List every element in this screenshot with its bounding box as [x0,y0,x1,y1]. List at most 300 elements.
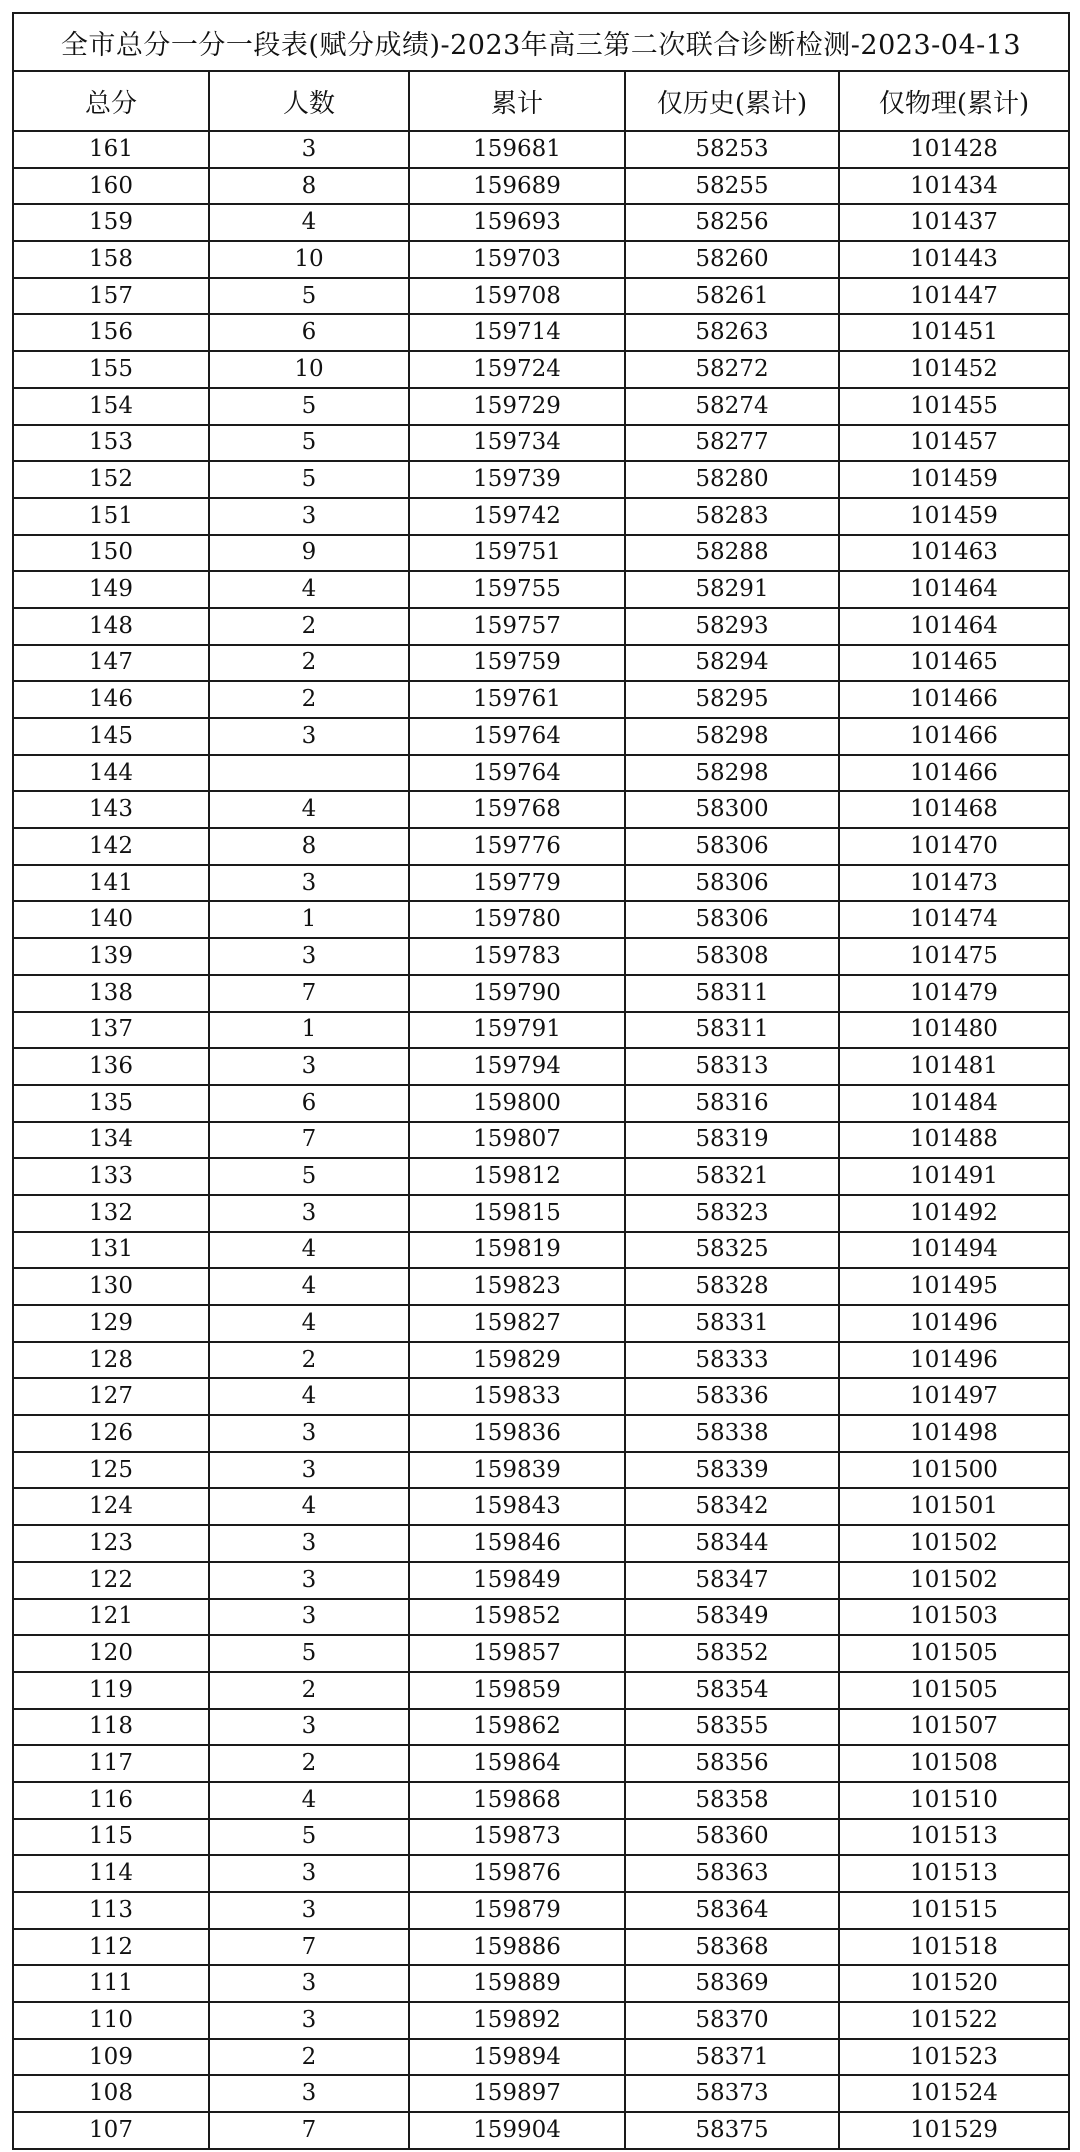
table-row [13,131,1069,168]
cell-physics-cumulative: 101510 [839,1782,1069,1819]
cell-count: 3 [209,1452,409,1489]
table-row [13,828,1069,865]
table-row [13,1268,1069,1305]
cell-count: 8 [209,828,409,865]
column-header-cumulative: 累计 [409,71,625,131]
table-row [13,1012,1069,1049]
cell-history-cumulative: 58280 [625,461,839,498]
cell-physics-cumulative: 101481 [839,1048,1069,1085]
cell-total-score: 132 [13,1195,209,1232]
table-row [13,1378,1069,1415]
cell-history-cumulative: 58344 [625,1525,839,1562]
cell-physics-cumulative: 101465 [839,645,1069,682]
cell-cumulative: 159734 [409,425,625,462]
cell-count: 3 [209,1892,409,1929]
table-row [13,755,1069,792]
cell-total-score: 127 [13,1378,209,1415]
cell-physics-cumulative: 101497 [839,1378,1069,1415]
table-row [13,1782,1069,1819]
score-table [12,12,1070,2150]
cell-history-cumulative: 58308 [625,938,839,975]
cell-physics-cumulative: 101451 [839,314,1069,351]
cell-history-cumulative: 58325 [625,1232,839,1269]
cell-physics-cumulative: 101496 [839,1305,1069,1342]
cell-physics-cumulative: 101529 [839,2112,1069,2149]
cell-history-cumulative: 58331 [625,1305,839,1342]
cell-cumulative: 159703 [409,241,625,278]
cell-cumulative: 159794 [409,1048,625,1085]
cell-total-score: 113 [13,1892,209,1929]
table-row [13,1709,1069,1746]
cell-physics-cumulative: 101479 [839,975,1069,1012]
cell-history-cumulative: 58283 [625,498,839,535]
table-row [13,901,1069,938]
cell-history-cumulative: 58368 [625,1929,839,1966]
cell-cumulative: 159812 [409,1158,625,1195]
cell-history-cumulative: 58256 [625,204,839,241]
cell-total-score: 150 [13,535,209,572]
cell-count: 4 [209,791,409,828]
cell-history-cumulative: 58356 [625,1745,839,1782]
cell-cumulative: 159768 [409,791,625,828]
cell-count: 9 [209,535,409,572]
table-row [13,975,1069,1012]
cell-total-score: 161 [13,131,209,168]
cell-physics-cumulative: 101496 [839,1342,1069,1379]
cell-cumulative: 159783 [409,938,625,975]
cell-count: 2 [209,1342,409,1379]
table-row [13,2002,1069,2039]
table-row [13,425,1069,462]
cell-total-score: 149 [13,571,209,608]
cell-history-cumulative: 58349 [625,1599,839,1636]
table-row [13,1085,1069,1122]
column-header-physics-cumulative: 仅物理(累计) [839,71,1069,131]
cell-cumulative: 159714 [409,314,625,351]
cell-physics-cumulative: 101455 [839,388,1069,425]
cell-history-cumulative: 58352 [625,1635,839,1672]
cell-history-cumulative: 58272 [625,351,839,388]
cell-total-score: 122 [13,1562,209,1599]
cell-total-score: 133 [13,1158,209,1195]
table-row [13,1195,1069,1232]
cell-history-cumulative: 58316 [625,1085,839,1122]
table-row [13,681,1069,718]
cell-count: 3 [209,1415,409,1452]
cell-count: 4 [209,1378,409,1415]
cell-cumulative: 159862 [409,1709,625,1746]
cell-total-score: 158 [13,241,209,278]
cell-physics-cumulative: 101520 [839,1965,1069,2002]
cell-history-cumulative: 58311 [625,975,839,1012]
table-row [13,314,1069,351]
cell-cumulative: 159780 [409,901,625,938]
cell-physics-cumulative: 101464 [839,571,1069,608]
cell-total-score: 124 [13,1488,209,1525]
cell-physics-cumulative: 101428 [839,131,1069,168]
cell-history-cumulative: 58369 [625,1965,839,2002]
cell-physics-cumulative: 101443 [839,241,1069,278]
cell-cumulative: 159833 [409,1378,625,1415]
cell-physics-cumulative: 101466 [839,755,1069,792]
table-row [13,1232,1069,1269]
table-row [13,241,1069,278]
cell-physics-cumulative: 101459 [839,461,1069,498]
cell-count: 3 [209,131,409,168]
cell-total-score: 108 [13,2075,209,2112]
cell-count: 2 [209,681,409,718]
cell-physics-cumulative: 101457 [839,425,1069,462]
cell-count: 6 [209,1085,409,1122]
cell-cumulative: 159889 [409,1965,625,2002]
cell-physics-cumulative: 101502 [839,1525,1069,1562]
cell-count: 4 [209,1782,409,1819]
cell-count: 3 [209,938,409,975]
cell-count: 4 [209,571,409,608]
cell-cumulative: 159846 [409,1525,625,1562]
table-row [13,1599,1069,1636]
cell-cumulative: 159689 [409,168,625,205]
cell-total-score: 139 [13,938,209,975]
cell-count: 8 [209,168,409,205]
cell-physics-cumulative: 101522 [839,2002,1069,2039]
table-row [13,1415,1069,1452]
cell-total-score: 125 [13,1452,209,1489]
cell-total-score: 151 [13,498,209,535]
cell-count: 1 [209,1012,409,1049]
cell-cumulative: 159876 [409,1855,625,1892]
column-header-count: 人数 [209,71,409,131]
cell-history-cumulative: 58311 [625,1012,839,1049]
table-row [13,1158,1069,1195]
table-row [13,1855,1069,1892]
cell-total-score: 131 [13,1232,209,1269]
cell-count: 3 [209,1048,409,1085]
cell-history-cumulative: 58355 [625,1709,839,1746]
cell-count: 3 [209,498,409,535]
cell-total-score: 155 [13,351,209,388]
cell-cumulative: 159857 [409,1635,625,1672]
table-row [13,388,1069,425]
cell-count: 5 [209,278,409,315]
cell-physics-cumulative: 101501 [839,1488,1069,1525]
table-row [13,571,1069,608]
cell-total-score: 111 [13,1965,209,2002]
cell-physics-cumulative: 101463 [839,535,1069,572]
table-row [13,168,1069,205]
cell-history-cumulative: 58306 [625,828,839,865]
cell-history-cumulative: 58300 [625,791,839,828]
table-row [13,2075,1069,2112]
cell-history-cumulative: 58298 [625,718,839,755]
cell-physics-cumulative: 101502 [839,1562,1069,1599]
cell-cumulative: 159836 [409,1415,625,1452]
cell-total-score: 148 [13,608,209,645]
cell-history-cumulative: 58306 [625,901,839,938]
cell-count: 2 [209,1745,409,1782]
cell-history-cumulative: 58342 [625,1488,839,1525]
cell-cumulative: 159868 [409,1782,625,1819]
cell-cumulative: 159761 [409,681,625,718]
cell-total-score: 137 [13,1012,209,1049]
cell-cumulative: 159892 [409,2002,625,2039]
cell-history-cumulative: 58294 [625,645,839,682]
table-row [13,1929,1069,1966]
cell-cumulative: 159757 [409,608,625,645]
table-row [13,498,1069,535]
cell-total-score: 126 [13,1415,209,1452]
cell-history-cumulative: 58358 [625,1782,839,1819]
cell-total-score: 136 [13,1048,209,1085]
cell-total-score: 157 [13,278,209,315]
cell-count: 2 [209,645,409,682]
cell-total-score: 109 [13,2039,209,2076]
cell-count: 4 [209,204,409,241]
table-row [13,2112,1069,2149]
cell-count: 5 [209,461,409,498]
table-row [13,1305,1069,1342]
cell-physics-cumulative: 101513 [839,1819,1069,1856]
cell-history-cumulative: 58323 [625,1195,839,1232]
cell-count: 3 [209,2075,409,2112]
cell-physics-cumulative: 101480 [839,1012,1069,1049]
cell-physics-cumulative: 101523 [839,2039,1069,2076]
cell-total-score: 123 [13,1525,209,1562]
column-header-total-score: 总分 [13,71,209,131]
title-row [13,13,1069,71]
cell-physics-cumulative: 101484 [839,1085,1069,1122]
cell-history-cumulative: 58319 [625,1122,839,1159]
table-row [13,278,1069,315]
cell-total-score: 115 [13,1819,209,1856]
cell-physics-cumulative: 101515 [839,1892,1069,1929]
cell-count: 6 [209,314,409,351]
cell-physics-cumulative: 101452 [839,351,1069,388]
cell-history-cumulative: 58313 [625,1048,839,1085]
cell-history-cumulative: 58364 [625,1892,839,1929]
cell-total-score: 138 [13,975,209,1012]
table-row [13,1745,1069,1782]
cell-history-cumulative: 58291 [625,571,839,608]
cell-physics-cumulative: 101466 [839,718,1069,755]
cell-physics-cumulative: 101508 [839,1745,1069,1782]
cell-total-score: 117 [13,1745,209,1782]
cell-cumulative: 159894 [409,2039,625,2076]
cell-physics-cumulative: 101507 [839,1709,1069,1746]
cell-total-score: 145 [13,718,209,755]
cell-cumulative: 159807 [409,1122,625,1159]
cell-cumulative: 159779 [409,865,625,902]
table-row [13,645,1069,682]
cell-count: 3 [209,1525,409,1562]
cell-history-cumulative: 58295 [625,681,839,718]
table-row [13,461,1069,498]
cell-total-score: 152 [13,461,209,498]
cell-cumulative: 159843 [409,1488,625,1525]
cell-history-cumulative: 58333 [625,1342,839,1379]
table-row [13,1635,1069,1672]
cell-total-score: 134 [13,1122,209,1159]
cell-count: 2 [209,2039,409,2076]
cell-total-score: 159 [13,204,209,241]
cell-physics-cumulative: 101505 [839,1635,1069,1672]
table-row [13,535,1069,572]
table-row [13,1525,1069,1562]
cell-total-score: 121 [13,1599,209,1636]
cell-total-score: 119 [13,1672,209,1709]
cell-total-score: 154 [13,388,209,425]
cell-history-cumulative: 58347 [625,1562,839,1599]
cell-cumulative: 159739 [409,461,625,498]
header-row [13,71,1069,131]
cell-cumulative: 159829 [409,1342,625,1379]
cell-total-score: 153 [13,425,209,462]
cell-total-score: 146 [13,681,209,718]
table-row [13,1965,1069,2002]
cell-cumulative: 159859 [409,1672,625,1709]
cell-history-cumulative: 58261 [625,278,839,315]
cell-count: 3 [209,1965,409,2002]
cell-cumulative: 159852 [409,1599,625,1636]
cell-history-cumulative: 58328 [625,1268,839,1305]
cell-count: 5 [209,1819,409,1856]
cell-physics-cumulative: 101488 [839,1122,1069,1159]
table-row [13,351,1069,388]
cell-cumulative: 159864 [409,1745,625,1782]
table-row [13,718,1069,755]
cell-physics-cumulative: 101524 [839,2075,1069,2112]
cell-cumulative: 159776 [409,828,625,865]
cell-count: 3 [209,1599,409,1636]
cell-cumulative: 159879 [409,1892,625,1929]
cell-count: 4 [209,1232,409,1269]
cell-total-score: 144 [13,755,209,792]
table-row [13,1488,1069,1525]
table-row [13,1819,1069,1856]
cell-physics-cumulative: 101494 [839,1232,1069,1269]
table-row [13,1672,1069,1709]
cell-physics-cumulative: 101491 [839,1158,1069,1195]
cell-physics-cumulative: 101464 [839,608,1069,645]
cell-count: 7 [209,975,409,1012]
cell-history-cumulative: 58375 [625,2112,839,2149]
cell-total-score: 107 [13,2112,209,2149]
cell-count: 10 [209,351,409,388]
cell-cumulative: 159819 [409,1232,625,1269]
cell-history-cumulative: 58306 [625,865,839,902]
table-row [13,1048,1069,1085]
cell-cumulative: 159873 [409,1819,625,1856]
cell-history-cumulative: 58363 [625,1855,839,1892]
cell-cumulative: 159849 [409,1562,625,1599]
cell-history-cumulative: 58274 [625,388,839,425]
table-row [13,938,1069,975]
cell-physics-cumulative: 101468 [839,791,1069,828]
cell-physics-cumulative: 101474 [839,901,1069,938]
cell-history-cumulative: 58260 [625,241,839,278]
cell-history-cumulative: 58371 [625,2039,839,2076]
cell-physics-cumulative: 101437 [839,204,1069,241]
cell-count: 5 [209,425,409,462]
cell-history-cumulative: 58253 [625,131,839,168]
cell-physics-cumulative: 101513 [839,1855,1069,1892]
cell-physics-cumulative: 101518 [839,1929,1069,1966]
cell-total-score: 135 [13,1085,209,1122]
table-row [13,1892,1069,1929]
cell-cumulative: 159791 [409,1012,625,1049]
table-row [13,791,1069,828]
cell-count: 2 [209,608,409,645]
cell-physics-cumulative: 101459 [839,498,1069,535]
cell-total-score: 110 [13,2002,209,2039]
cell-history-cumulative: 58263 [625,314,839,351]
table-row [13,2039,1069,2076]
table-row [13,204,1069,241]
table-body [13,131,1069,2149]
cell-history-cumulative: 58321 [625,1158,839,1195]
cell-physics-cumulative: 101473 [839,865,1069,902]
column-header-history-cumulative: 仅历史(累计) [625,71,839,131]
cell-history-cumulative: 58298 [625,755,839,792]
cell-count: 4 [209,1488,409,1525]
cell-physics-cumulative: 101498 [839,1415,1069,1452]
cell-cumulative: 159681 [409,131,625,168]
cell-physics-cumulative: 101492 [839,1195,1069,1232]
cell-history-cumulative: 58354 [625,1672,839,1709]
cell-total-score: 114 [13,1855,209,1892]
cell-cumulative: 159764 [409,718,625,755]
cell-total-score: 140 [13,901,209,938]
table-title: 全市总分一分一段表(赋分成绩)-2023年高三第二次联合诊断检测-2023-04-13 [13,13,1069,71]
cell-count: 7 [209,2112,409,2149]
cell-count: 3 [209,2002,409,2039]
cell-physics-cumulative: 101434 [839,168,1069,205]
cell-history-cumulative: 58373 [625,2075,839,2112]
cell-cumulative: 159764 [409,755,625,792]
cell-physics-cumulative: 101470 [839,828,1069,865]
cell-physics-cumulative: 101475 [839,938,1069,975]
cell-cumulative: 159708 [409,278,625,315]
cell-total-score: 156 [13,314,209,351]
cell-count: 3 [209,718,409,755]
cell-count: 3 [209,1562,409,1599]
cell-count: 1 [209,901,409,938]
table-row [13,865,1069,902]
cell-history-cumulative: 58339 [625,1452,839,1489]
cell-physics-cumulative: 101495 [839,1268,1069,1305]
cell-total-score: 128 [13,1342,209,1379]
cell-history-cumulative: 58370 [625,2002,839,2039]
cell-count [209,755,409,792]
cell-cumulative: 159724 [409,351,625,388]
cell-physics-cumulative: 101505 [839,1672,1069,1709]
cell-count: 4 [209,1268,409,1305]
cell-physics-cumulative: 101466 [839,681,1069,718]
cell-count: 5 [209,1158,409,1195]
cell-physics-cumulative: 101503 [839,1599,1069,1636]
cell-total-score: 112 [13,1929,209,1966]
cell-physics-cumulative: 101447 [839,278,1069,315]
cell-history-cumulative: 58288 [625,535,839,572]
table-row [13,1122,1069,1159]
table-row [13,608,1069,645]
cell-count: 5 [209,1635,409,1672]
cell-count: 2 [209,1672,409,1709]
cell-count: 7 [209,1122,409,1159]
cell-count: 5 [209,388,409,425]
score-distribution-sheet [12,12,1068,2150]
cell-cumulative: 159751 [409,535,625,572]
